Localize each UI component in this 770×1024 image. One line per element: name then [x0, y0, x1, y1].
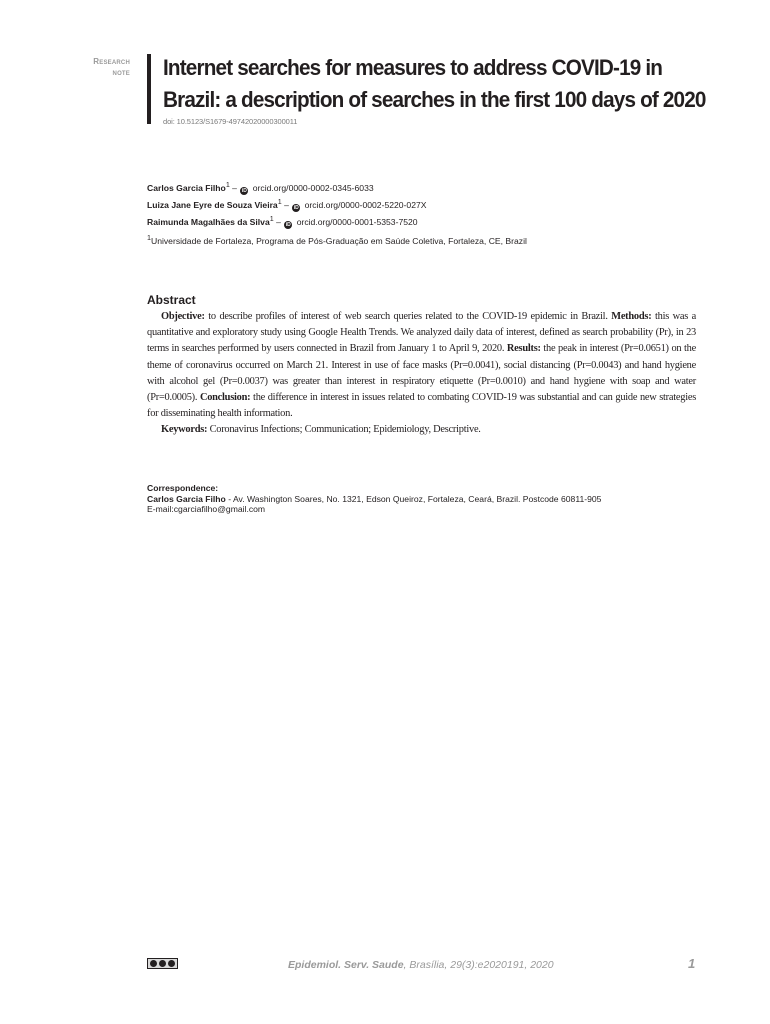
objective-text: to describe profiles of interest of web search queries related to the COVID-19 epidemic in Brazil.	[204, 311, 612, 322]
author-affiliation-mark: 1	[269, 214, 274, 223]
correspondence-email[interactable]: E-mail:cgarciafilho@gmail.com	[147, 504, 266, 514]
journal-citation	[288, 959, 554, 971]
author-entry	[147, 212, 427, 229]
keywords-text: Coronavirus Infections; Communication; Epidemiology, Descriptive.	[207, 424, 481, 436]
section-label-line: note	[112, 68, 130, 77]
affiliation-text: Universidade de Fortaleza, Programa de Pós-Graduação em Saúde Coletiva, Fortaleza, CE, Brazil	[150, 235, 527, 246]
author-name: Carlos Garcia Filho	[147, 182, 226, 193]
correspondence-block	[147, 483, 601, 515]
abstract-paragraph	[147, 309, 696, 422]
orcid-link[interactable]: orcid.org/0000-0002-0345-6033	[252, 182, 374, 193]
author-entry	[147, 178, 427, 195]
objective-label: Objective:	[161, 311, 205, 322]
results-label: Results:	[506, 343, 541, 355]
abstract-body	[147, 309, 696, 439]
keywords-label: Keywords:	[161, 424, 208, 436]
article-title	[163, 52, 706, 116]
affiliation-mark: 1	[147, 234, 151, 242]
orcid-icon: iD	[241, 187, 247, 194]
correspondence-address-line	[147, 494, 601, 505]
author-entry	[147, 195, 427, 212]
cc-by-icon[interactable]	[147, 958, 178, 969]
conclusion-text: the difference in interest in issues related to combating COVID-19 was substantial and can guide new strategies for disseminating health information.	[147, 392, 696, 420]
orcid-icon: iD	[285, 221, 291, 228]
author-name: Luiza Jane Eyre de Souza Vieira	[147, 199, 278, 210]
title-accent-bar	[147, 54, 151, 124]
author-separator: –	[281, 199, 292, 210]
orcid-link[interactable]: orcid.org/0000-0002-5220-027X	[304, 199, 427, 210]
abstract-heading: Abstract	[147, 293, 196, 307]
affiliation	[147, 234, 527, 246]
correspondence-name: Carlos Garcia Filho	[147, 493, 226, 504]
author-list	[147, 178, 427, 229]
author-separator: –	[229, 182, 240, 193]
author-affiliation-mark: 1	[277, 197, 282, 206]
methods-text: this was a quantitative and exploratory study using Google Health Trends. We analyzed daily data of interest, defined as search probability (Pr), in 23 terms in searches performed by users connected in Brazil from January 1 to April 9, 2020.	[147, 311, 696, 355]
correspondence-label: Correspondence:	[147, 483, 219, 493]
author-affiliation-mark: 1	[225, 181, 230, 189]
results-text: the peak in interest (Pr=0.0651) on the theme of coronavirus occurred on March 21. Interest in use of face masks (Pr=0.0041), social distancing (Pr=0.0043) and hand hygiene with alcohol gel (Pr=0.0037) was greater than interest in respiratory etiquette (Pr=0.0010) and hand hygiene with soap and water (Pr=0.0005).	[147, 343, 696, 404]
keywords-paragraph	[147, 422, 696, 438]
correspondence-address: - Av. Washington Soares, No. 1321, Edson Queiroz, Fortaleza, Ceará, Brazil. Postcode 60811-905	[225, 493, 602, 504]
author-separator: –	[273, 216, 284, 227]
methods-label: Methods:	[611, 311, 652, 322]
citation-details: , Brasília, 29(3):e2020191, 2020	[403, 959, 554, 971]
section-label-line: Research	[93, 57, 130, 66]
journal-name: Epidemiol. Serv. Saude	[288, 959, 404, 971]
conclusion-label: Conclusion:	[199, 392, 251, 404]
title-line: Brazil: a description of searches in the first 100 days of 2020	[163, 87, 706, 112]
title-line: Internet searches for measures to address COVID-19 in	[163, 55, 663, 80]
author-name: Raimunda Magalhães da Silva	[147, 216, 270, 227]
orcid-icon: iD	[293, 204, 299, 211]
page-number: 1	[688, 956, 696, 971]
doi-link[interactable]: doi: 10.5123/S1679-49742020000300011	[163, 117, 298, 126]
section-label	[60, 56, 130, 78]
orcid-link[interactable]: orcid.org/0000-0001-5353-7520	[296, 216, 418, 227]
